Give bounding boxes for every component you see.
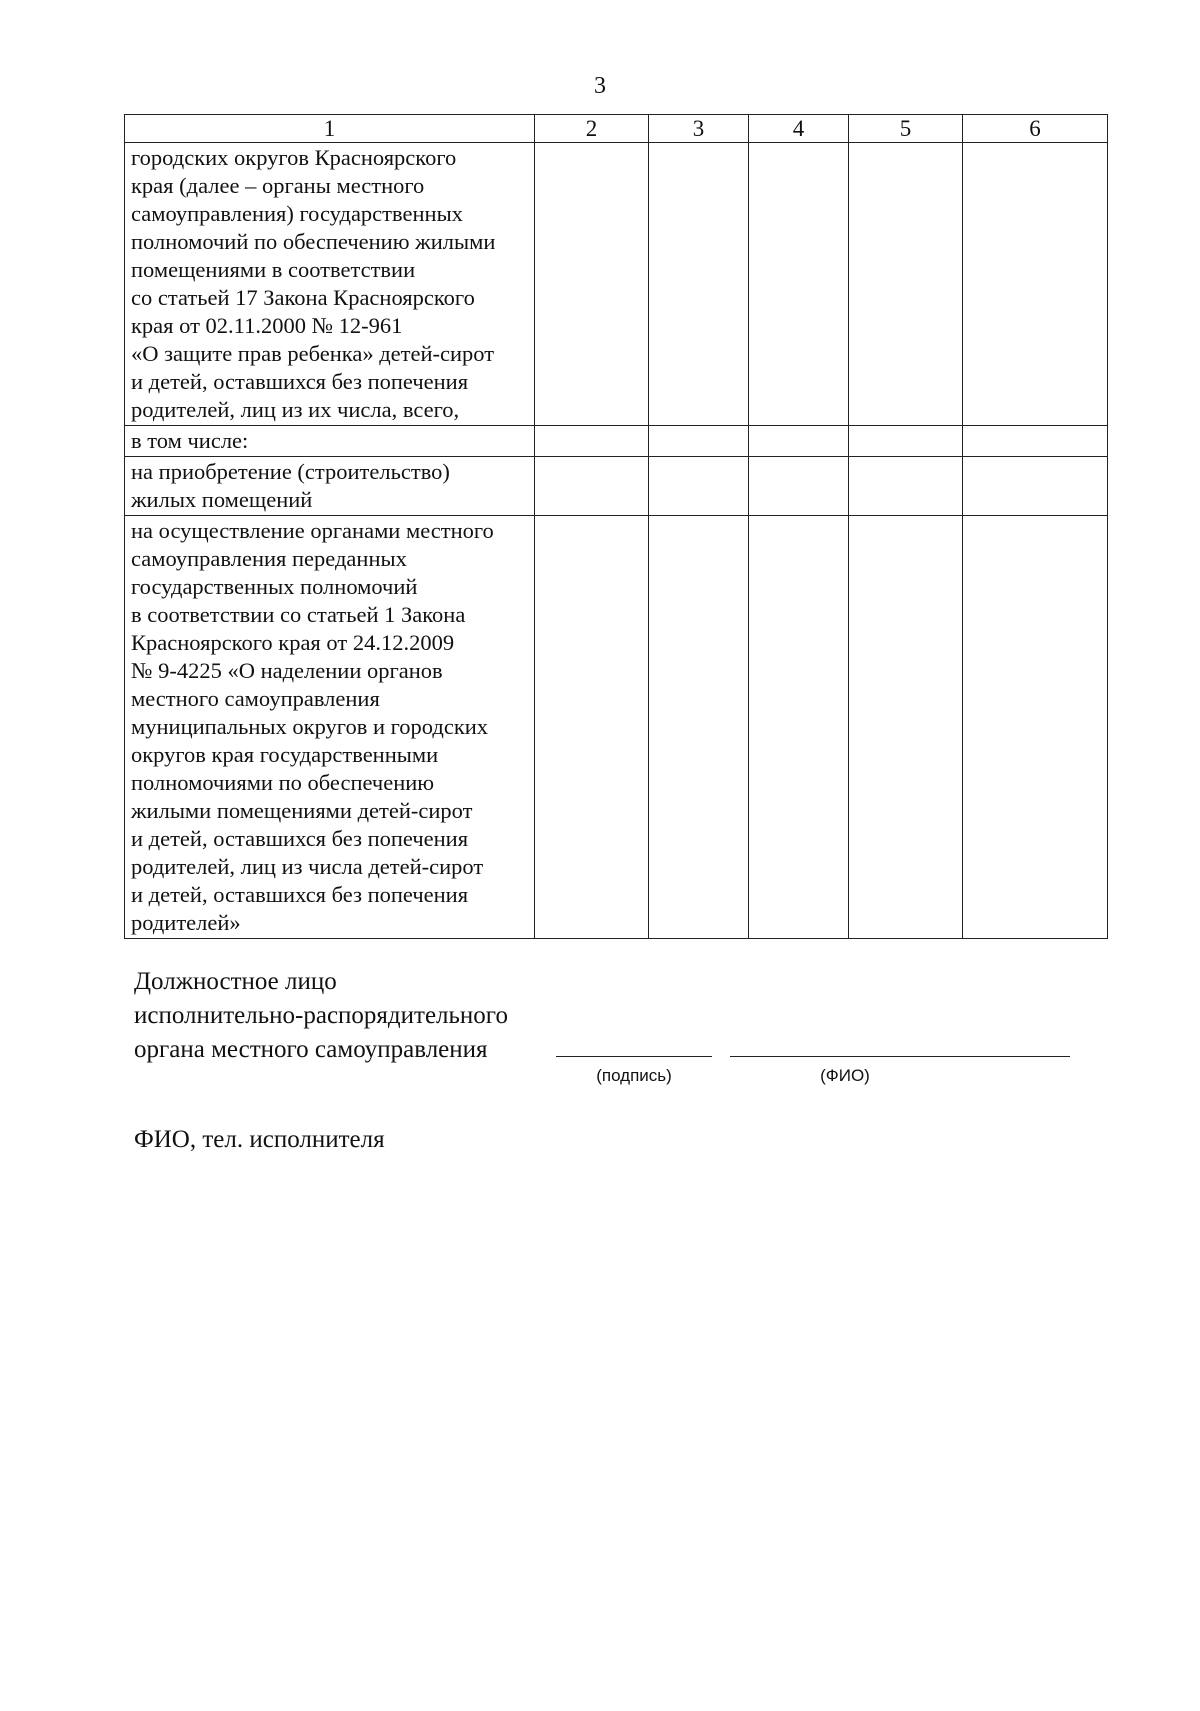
report-table — [124, 114, 1108, 939]
table-cell — [749, 457, 849, 516]
table-cell — [535, 457, 649, 516]
column-header: 6 — [963, 115, 1108, 143]
signature-line — [556, 1056, 712, 1057]
page-number: 3 — [594, 73, 606, 99]
row-label: в том числе: — [125, 426, 535, 457]
table-row — [125, 457, 1108, 516]
table-cell — [649, 457, 749, 516]
table-cell — [749, 143, 849, 426]
row-label: на осуществление органами местного самоуправления переданных государственных полномочий в соответствии со статьей 1 Закона Красноярского края от 24.12.2009 № 9-4225 «О наделении органов местного самоуправления муниципальных округов и городских округов края государственными полномочиями по обеспечению жилыми помещениями детей-сирот и детей, оставшихся без попечения родителей, лиц из числа детей-сирот и детей, оставшихся без попечения родителей» — [125, 516, 535, 939]
fio-line — [730, 1056, 1070, 1057]
table-cell — [649, 426, 749, 457]
table-cell — [649, 143, 749, 426]
table-row — [125, 426, 1108, 457]
table-cell — [963, 516, 1108, 939]
table-cell — [749, 426, 849, 457]
official-title: Должностное лицо исполнительно-распорядительного органа местного самоуправления — [134, 968, 508, 1063]
table-cell — [849, 457, 963, 516]
table-cell — [649, 516, 749, 939]
column-header: 4 — [749, 115, 849, 143]
table-cell — [535, 516, 649, 939]
table-cell — [849, 143, 963, 426]
signature-caption: (подпись) — [596, 1066, 672, 1085]
table-cell — [749, 516, 849, 939]
table-cell — [963, 457, 1108, 516]
column-header: 5 — [849, 115, 963, 143]
table-row — [125, 143, 1108, 426]
table-cell — [849, 516, 963, 939]
table-cell — [963, 426, 1108, 457]
column-header: 1 — [125, 115, 535, 143]
table-cell — [535, 143, 649, 426]
table-header-row — [125, 115, 1108, 143]
table-cell — [963, 143, 1108, 426]
executor-line: ФИО, тел. исполнителя — [134, 1126, 385, 1153]
table-cell — [849, 426, 963, 457]
fio-caption: (ФИО) — [820, 1066, 870, 1085]
row-label: на приобретение (строительство) жилых помещений — [125, 457, 535, 516]
column-header: 3 — [649, 115, 749, 143]
column-header: 2 — [535, 115, 649, 143]
table-cell — [535, 426, 649, 457]
row-label: городских округов Красноярского края (далее – органы местного самоуправления) государственных полномочий по обеспечению жилыми помещениями в соответствии со статьей 17 Закона Красноярского края от 02.11.2000 № 12-961 «О защите прав ребенка» детей-сирот и детей, оставшихся без попечения родителей, лиц из их числа, всего, — [125, 143, 535, 426]
table-row — [125, 516, 1108, 939]
